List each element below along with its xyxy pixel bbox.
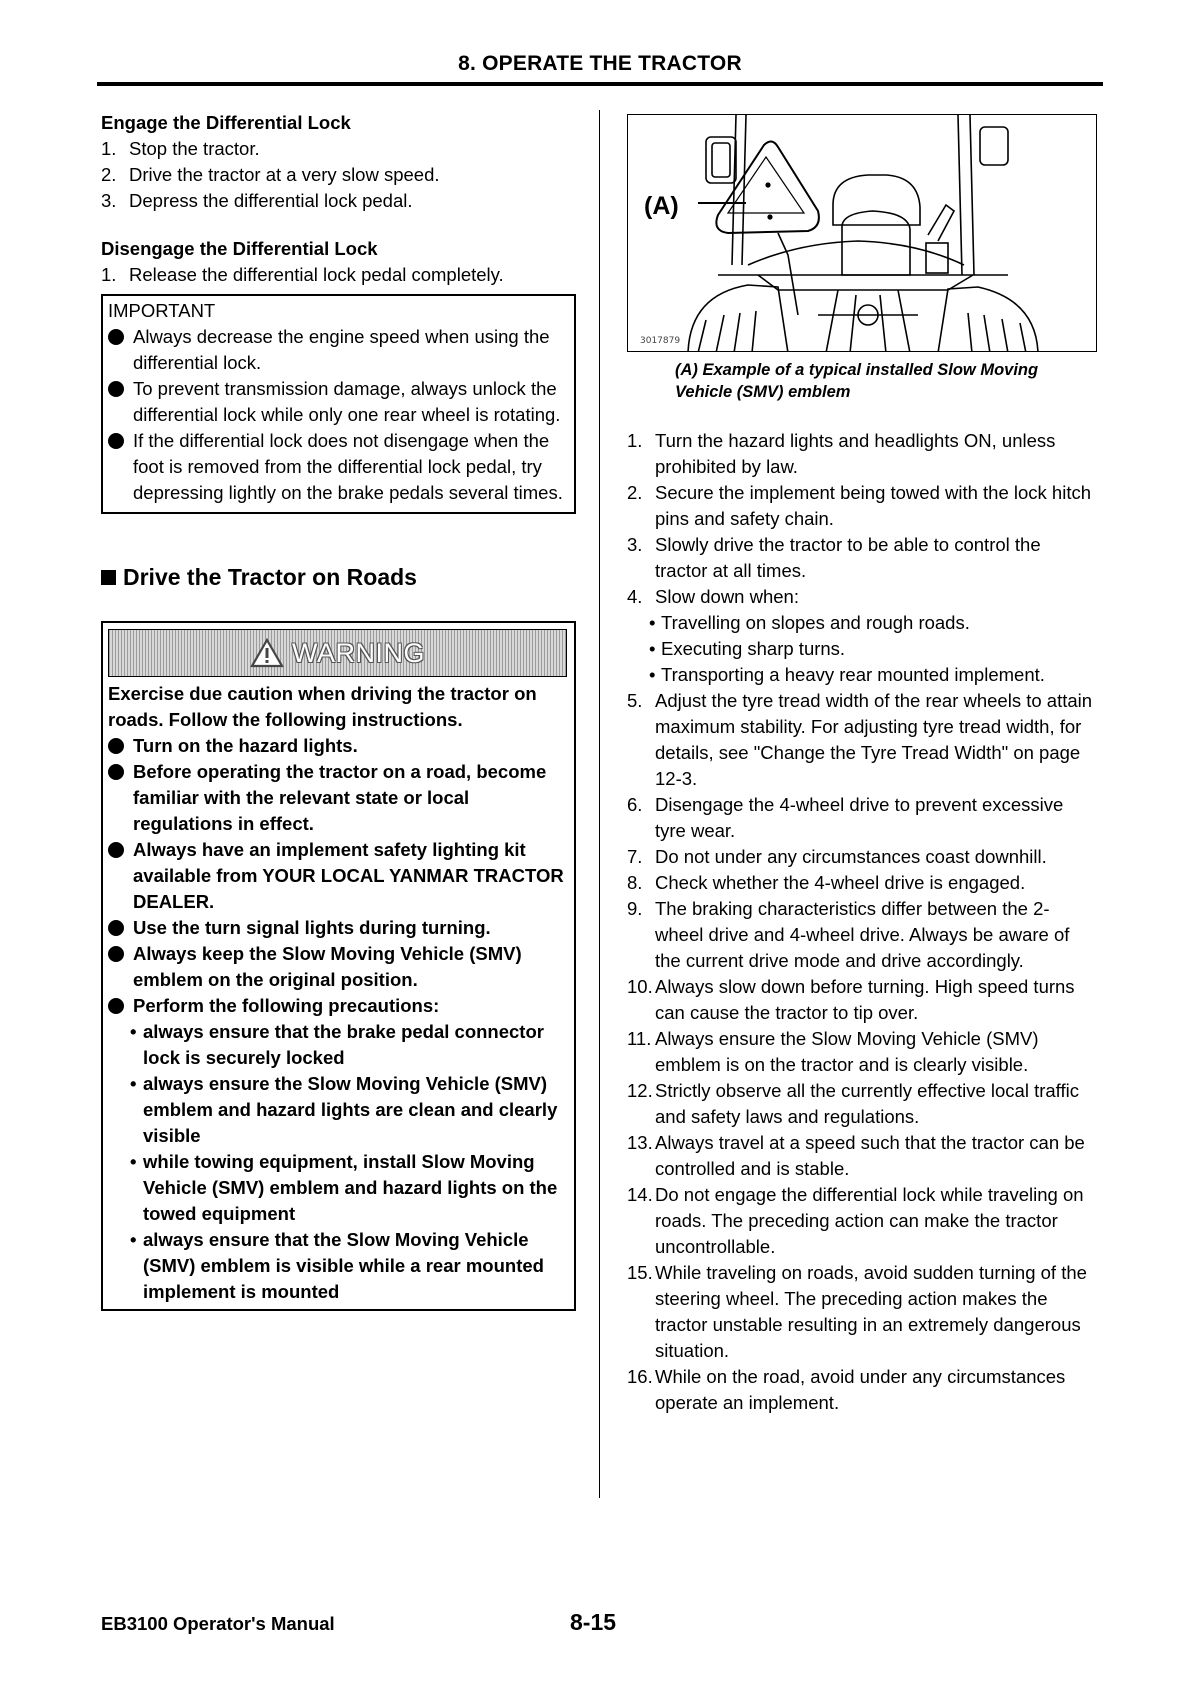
list-item (108, 1149, 567, 1227)
list-item (627, 480, 1097, 532)
list-item (108, 837, 567, 915)
footer-manual-title: EB3100 Operator's Manual (101, 1613, 335, 1634)
step-number: 3. (101, 190, 117, 211)
figure-code: 3017879 (640, 336, 681, 346)
step-text: Slow down when: (655, 586, 799, 607)
list-item (633, 662, 1097, 688)
step-number: 8. (627, 872, 643, 893)
warning-box (101, 621, 576, 1311)
list-item (627, 1364, 1097, 1416)
footer-page-number: 8-15 (570, 1609, 617, 1635)
bullet-dot-icon (108, 764, 124, 780)
bullet-icon: • (130, 1229, 137, 1250)
step-number: 4. (627, 586, 643, 607)
list-item (627, 1130, 1097, 1182)
bullet-dot-icon (108, 433, 124, 449)
bullet-icon: • (649, 664, 656, 685)
step-text: Depress the differential lock pedal. (129, 190, 413, 211)
step-number: 1. (101, 264, 117, 285)
warning-banner-text: WARNING (292, 637, 425, 668)
section-heading-text: Drive the Tractor on Roads (123, 564, 417, 590)
list-item (627, 688, 1097, 792)
list-item (627, 974, 1097, 1026)
item-text: Travelling on slopes and rough roads. (661, 612, 970, 633)
square-bullet-icon (101, 570, 116, 585)
item-text: Always decrease the engine speed when using the differential lock. (133, 326, 550, 373)
step-text: While traveling on roads, avoid sudden turning of the steering wheel. The preceding action makes the tractor unstable resulting in an extremely dangerous situation. (655, 1262, 1087, 1361)
step-number: 2. (627, 482, 643, 503)
list-item (627, 1182, 1097, 1260)
list-item (633, 610, 1097, 636)
warning-list (108, 733, 567, 1019)
item-text: To prevent transmission damage, always unlock the differential lock while only one rear wheel is rotating. (133, 378, 561, 425)
list-item (627, 1026, 1097, 1078)
list-item (627, 428, 1097, 480)
list-item (108, 733, 567, 759)
step-number: 10. (627, 976, 653, 997)
bullet-icon: • (130, 1073, 137, 1094)
bullet-icon: • (649, 612, 656, 633)
step-text: Slowly drive the tractor to be able to control the tractor at all times. (655, 534, 1041, 581)
step-text: Check whether the 4-wheel drive is engaged. (655, 872, 1026, 893)
smv-emblem-figure (627, 114, 1097, 352)
list-item (633, 636, 1097, 662)
bullet-dot-icon (108, 738, 124, 754)
step-number: 15. (627, 1262, 653, 1283)
bullet-dot-icon (108, 998, 124, 1014)
list-item (108, 1227, 567, 1305)
warning-triangle-icon (250, 638, 284, 668)
step-number: 2. (101, 164, 117, 185)
step-number: 7. (627, 846, 643, 867)
bullet-dot-icon (108, 842, 124, 858)
list-item (627, 1078, 1097, 1130)
step-number: 3. (627, 534, 643, 555)
disengage-steps (101, 262, 576, 288)
figure-caption: (A) Example of a typical installed Slow Moving Vehicle (SMV) emblem (675, 361, 1039, 401)
item-text: always ensure that the brake pedal connector lock is securely locked (143, 1021, 544, 1068)
list-item (101, 188, 576, 214)
list-item (108, 324, 566, 376)
list-item (627, 844, 1097, 870)
item-text: always ensure that the Slow Moving Vehicle (SMV) emblem is visible while a rear mounted implement is mounted (143, 1229, 544, 1302)
step-text: Always ensure the Slow Moving Vehicle (SMV) emblem is on the tractor and is clearly visible. (655, 1028, 1039, 1075)
step-number: 12. (627, 1080, 653, 1101)
important-box (101, 294, 576, 514)
list-item (108, 915, 567, 941)
list-item (108, 759, 567, 837)
step-number: 1. (101, 138, 117, 159)
list-item (101, 162, 576, 188)
figure-label: (A) (644, 192, 679, 220)
step-number: 13. (627, 1132, 653, 1153)
bullet-dot-icon (108, 946, 124, 962)
list-item (627, 532, 1097, 584)
item-text: Turn on the hazard lights. (133, 735, 358, 756)
item-text: while towing equipment, install Slow Moving Vehicle (SMV) emblem and hazard lights on the towed equipment (143, 1151, 558, 1224)
header-rule (97, 82, 1103, 86)
step-text: Secure the implement being towed with the lock hitch pins and safety chain. (655, 482, 1092, 529)
list-item (627, 870, 1097, 896)
item-text: Transporting a heavy rear mounted implement. (661, 664, 1045, 685)
step-text: Turn the hazard lights and headlights ON, unless prohibited by law. (655, 430, 1056, 477)
step-number: 6. (627, 794, 643, 815)
bullet-icon: • (130, 1151, 137, 1172)
disengage-heading: Disengage the Differential Lock (101, 238, 378, 259)
bullet-dot-icon (108, 381, 124, 397)
step-text: Stop the tractor. (129, 138, 260, 159)
list-item (627, 1260, 1097, 1364)
right-column (627, 114, 1097, 1416)
item-text: Always keep the Slow Moving Vehicle (SMV) emblem on the original position. (133, 943, 522, 990)
step-text: Drive the tractor at a very slow speed. (129, 164, 440, 185)
item-text: Before operating the tractor on a road, become familiar with the relevant state or local regulations in effect. (133, 761, 547, 834)
step-text: Always travel at a speed such that the tractor can be controlled and is stable. (655, 1132, 1085, 1179)
step-text: While on the road, avoid under any circumstances operate an implement. (655, 1366, 1066, 1413)
warning-banner (108, 629, 567, 677)
list-item (108, 993, 567, 1019)
step-number: 14. (627, 1184, 653, 1205)
step-number: 16. (627, 1366, 653, 1387)
bullet-icon: • (130, 1021, 137, 1042)
item-text: Use the turn signal lights during turning. (133, 917, 491, 938)
step-text: Release the differential lock pedal completely. (129, 264, 504, 285)
list-item (627, 896, 1097, 974)
step-text: Strictly observe all the currently effective local traffic and safety laws and regulations. (655, 1080, 1079, 1127)
precautions-list (108, 1019, 567, 1305)
bullet-dot-icon (108, 920, 124, 936)
list-item (108, 428, 566, 506)
step-number: 1. (627, 430, 643, 451)
step-number: 5. (627, 690, 643, 711)
step-text: Always slow down before turning. High speed turns can cause the tractor to tip over. (655, 976, 1075, 1023)
item-text: Always have an implement safety lighting kit available from YOUR LOCAL YANMAR TRACTOR DEALER. (133, 839, 564, 912)
step-text: The braking characteristics differ between the 2-wheel drive and 4-wheel drive. Always be aware of the current drive mode and drive accordingly. (655, 898, 1070, 971)
warning-body (108, 681, 567, 1305)
list-item (108, 1019, 567, 1071)
list-item (108, 1071, 567, 1149)
step-text: Do not engage the differential lock while traveling on roads. The preceding action can make the tractor uncontrollable. (655, 1184, 1084, 1257)
page-header-title: 8. OPERATE THE TRACTOR (458, 52, 742, 75)
list-item (627, 792, 1097, 844)
step-text: Adjust the tyre tread width of the rear wheels to attain maximum stability. For adjusting tyre tread width, for details, see "Change the Tyre Tread Width" on page 12-3. (655, 690, 1093, 789)
slow-down-list (633, 610, 1097, 688)
important-title: IMPORTANT (108, 300, 216, 321)
important-list (108, 324, 566, 506)
item-text: If the differential lock does not disengage when the foot is removed from the differential lock pedal, try depressing lightly on the brake pedals several times. (133, 430, 563, 503)
list-item (101, 136, 576, 162)
engage-steps (101, 136, 576, 214)
list-item (108, 941, 567, 993)
list-item (101, 262, 576, 288)
engage-heading: Engage the Differential Lock (101, 112, 351, 133)
left-column (101, 110, 576, 1311)
bullet-dot-icon (108, 329, 124, 345)
tractor-rear-illustration (628, 115, 1097, 352)
step-number: 11. (627, 1028, 652, 1049)
warning-intro: Exercise due caution when driving the tractor on roads. Follow the following instructions. (108, 683, 537, 730)
step-number: 9. (627, 898, 643, 919)
road-driving-steps (627, 428, 1097, 1416)
list-item (108, 376, 566, 428)
item-text: Perform the following precautions: (133, 995, 440, 1016)
step-text: Do not under any circumstances coast downhill. (655, 846, 1047, 867)
section-heading (101, 562, 576, 592)
step-text: Disengage the 4-wheel drive to prevent excessive tyre wear. (655, 794, 1064, 841)
column-divider (599, 110, 600, 1498)
item-text: always ensure the Slow Moving Vehicle (SMV) emblem and hazard lights are clean and clearly visible (143, 1073, 558, 1146)
bullet-icon: • (649, 638, 656, 659)
item-text: Executing sharp turns. (661, 638, 846, 659)
list-item (627, 584, 1097, 688)
